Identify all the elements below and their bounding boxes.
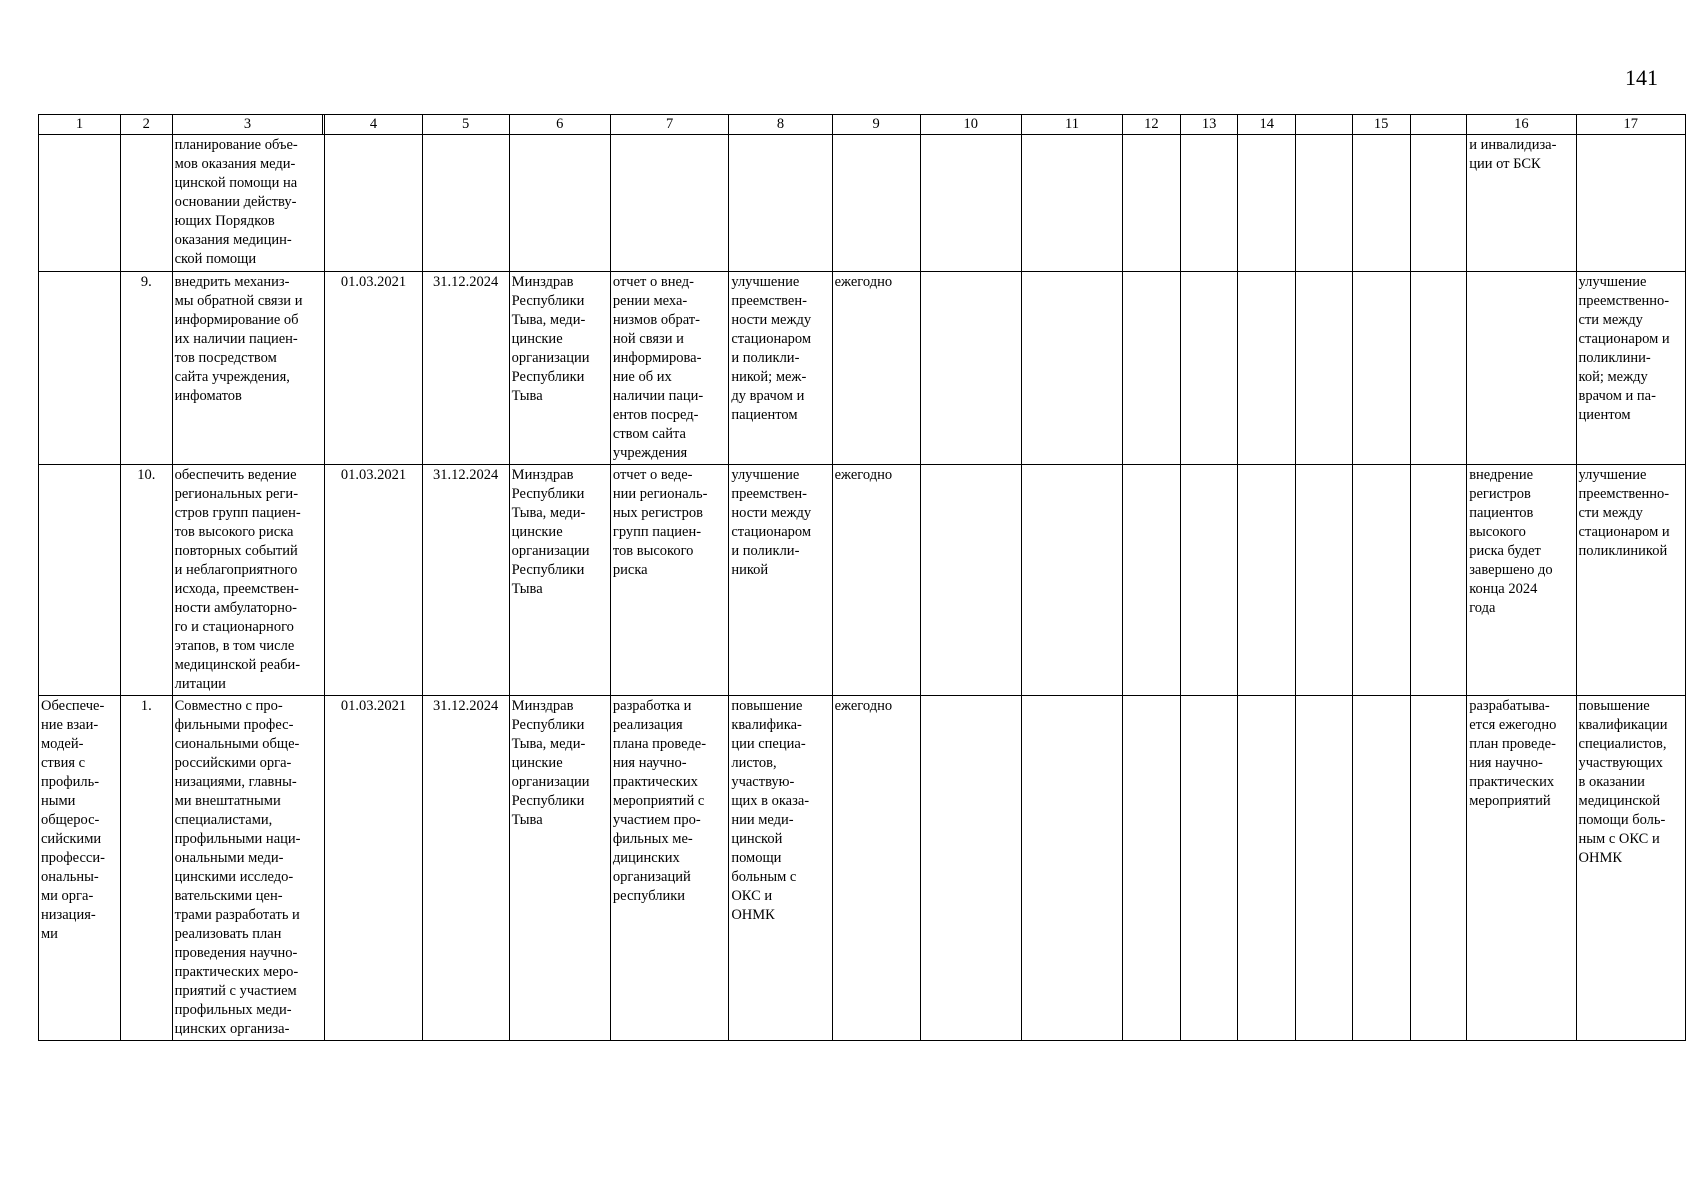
group-cell: Обеспече- ние взаи- модей- ствия с профиль- ными общерос- сийскими професси- ональны- ми орга- низация- ми (39, 696, 121, 1041)
empty-cell (1123, 696, 1181, 1041)
empty-cell (1238, 696, 1296, 1041)
empty-cell (1238, 272, 1296, 465)
header-cell: 12 (1123, 115, 1181, 135)
result-cell: улучшение преемствен- ности между стационаром и поликли- никой; меж- ду врачом и пациентом (729, 272, 832, 465)
empty-cell (1410, 465, 1467, 696)
empty-cell (1296, 465, 1353, 696)
result-cell: улучшение преемствен- ности между стационаром и поликли- никой (729, 465, 832, 696)
end-date-cell: 31.12.2024 (422, 696, 509, 1041)
empty-cell (1352, 135, 1410, 272)
report-cell: разработка и реализация плана проведе- ния научно- практических мероприятий с участием про- фильных ме- дицинских организаций республики (610, 696, 728, 1041)
executor-cell: Минздрав Республики Тыва, меди- цинские организации Республики Тыва (509, 696, 610, 1041)
header-cell: 15 (1352, 115, 1410, 135)
report-cell: отчет о внед- рении меха- низмов обрат- ной связи и информирова- ние об их наличии паци- ентов посред- ством сайта учреждения (610, 272, 728, 465)
empty-cell (1296, 696, 1353, 1041)
table-row (39, 465, 1686, 696)
header-cell: 10 (920, 115, 1021, 135)
empty-cell (1123, 272, 1181, 465)
header-cell: 5 (422, 115, 509, 135)
period-cell: ежегодно (832, 272, 920, 465)
table-row (39, 135, 1686, 272)
empty-cell (1410, 272, 1467, 465)
note-cell: и инвалидиза- ции от БСК (1467, 135, 1576, 272)
number-cell: 9. (120, 272, 172, 465)
effect-cell (1576, 135, 1685, 272)
header-cell: 14 (1238, 115, 1296, 135)
start-date-cell: 01.03.2021 (325, 696, 422, 1041)
number-cell: 10. (120, 465, 172, 696)
empty-cell (1180, 465, 1238, 696)
empty-cell (1352, 696, 1410, 1041)
header-cell: 13 (1180, 115, 1238, 135)
number-cell: 1. (120, 696, 172, 1041)
note-cell: разрабатыва- ется ежегодно план проведе- ния научно- практических мероприятий (1467, 696, 1576, 1041)
empty-cell (1021, 696, 1122, 1041)
header-cell: 17 (1576, 115, 1685, 135)
note-cell: внедрение регистров пациентов высокого риска будет завершено до конца 2024 года (1467, 465, 1576, 696)
header-cell: 3 (172, 115, 323, 135)
group-cell (39, 272, 121, 465)
header-cell: 1 (39, 115, 121, 135)
empty-cell (920, 465, 1021, 696)
empty-cell (1180, 135, 1238, 272)
header-cell: 16 (1467, 115, 1576, 135)
empty-cell (1238, 135, 1296, 272)
empty-cell (1410, 696, 1467, 1041)
header-cell (1410, 115, 1467, 135)
table-row (39, 272, 1686, 465)
start-date-cell: 01.03.2021 (325, 272, 422, 465)
empty-cell (1352, 465, 1410, 696)
empty-cell (1180, 272, 1238, 465)
header-cell: 11 (1021, 115, 1122, 135)
effect-cell: улучшение преемственно- сти между стационаром и поликлини- кой; между врачом и па- циентом (1576, 272, 1685, 465)
empty-cell (1352, 272, 1410, 465)
end-date-cell: 31.12.2024 (422, 272, 509, 465)
empty-cell (1123, 465, 1181, 696)
task-cell: Совместно с про- фильными профес- сиональными обще- российскими орга- низациями, главны- ми внештатными специалистами, профильными наци- ональными меди- цинскими исследо- вательскими цен- трами разработать и реализовать план проведения научно- практических меро- приятий с участием профильных меди- цинских организа- (172, 696, 325, 1041)
header-cell: 7 (610, 115, 728, 135)
task-cell: планирование объе- мов оказания меди- цинской помощи на основании действу- ющих Порядков оказания медицин- ской помощи (172, 135, 325, 272)
plan-table (38, 114, 1686, 1041)
empty-cell (1123, 135, 1181, 272)
period-cell: ежегодно (832, 465, 920, 696)
empty-cell (920, 272, 1021, 465)
effect-cell: улучшение преемственно- сти между стационаром и поликлиникой (1576, 465, 1685, 696)
result-cell: повышение квалифика- ции специа- листов, участвую- щих в оказа- нии меди- цинской помощи больным с ОКС и ОНМК (729, 696, 832, 1041)
empty-cell (1021, 135, 1122, 272)
empty-cell (920, 696, 1021, 1041)
empty-cell (1021, 465, 1122, 696)
empty-cell (1021, 272, 1122, 465)
empty-cell (1296, 272, 1353, 465)
empty-cell (1238, 465, 1296, 696)
start-date-cell: 01.03.2021 (325, 465, 422, 696)
report-cell (610, 135, 728, 272)
header-row (39, 115, 1686, 135)
executor-cell: Минздрав Республики Тыва, меди- цинские организации Республики Тыва (509, 465, 610, 696)
report-cell: отчет о веде- нии региональ- ных регистров групп пациен- тов высокого риска (610, 465, 728, 696)
empty-cell (1296, 135, 1353, 272)
executor-cell: Минздрав Республики Тыва, меди- цинские организации Республики Тыва (509, 272, 610, 465)
empty-cell (1410, 135, 1467, 272)
period-cell: ежегодно (832, 696, 920, 1041)
table-row (39, 696, 1686, 1041)
result-cell (729, 135, 832, 272)
end-date-cell: 31.12.2024 (422, 465, 509, 696)
number-cell (120, 135, 172, 272)
period-cell (832, 135, 920, 272)
task-cell: внедрить механиз- мы обратной связи и информирование об их наличии пациен- тов посредством сайта учреждения, инфоматов (172, 272, 325, 465)
note-cell (1467, 272, 1576, 465)
effect-cell: повышение квалификации специалистов, участвующих в оказании медицинской помощи боль- ным с ОКС и ОНМК (1576, 696, 1685, 1041)
page-number: 141 (1625, 65, 1658, 90)
header-cell: 4 (325, 115, 422, 135)
group-cell (39, 135, 121, 272)
empty-cell (1180, 696, 1238, 1041)
task-cell: обеспечить ведение региональных реги- стров групп пациен- тов высокого риска повторных событий и неблагоприятного исхода, преемствен- ности амбулаторно- го и стационарного этапов, в том числе медицинской реаби- литации (172, 465, 325, 696)
header-cell: 9 (832, 115, 920, 135)
end-date-cell (422, 135, 509, 272)
header-cell: 6 (509, 115, 610, 135)
executor-cell (509, 135, 610, 272)
header-cell: 2 (120, 115, 172, 135)
header-cell (1296, 115, 1353, 135)
empty-cell (920, 135, 1021, 272)
header-cell: 8 (729, 115, 832, 135)
start-date-cell (325, 135, 422, 272)
group-cell (39, 465, 121, 696)
